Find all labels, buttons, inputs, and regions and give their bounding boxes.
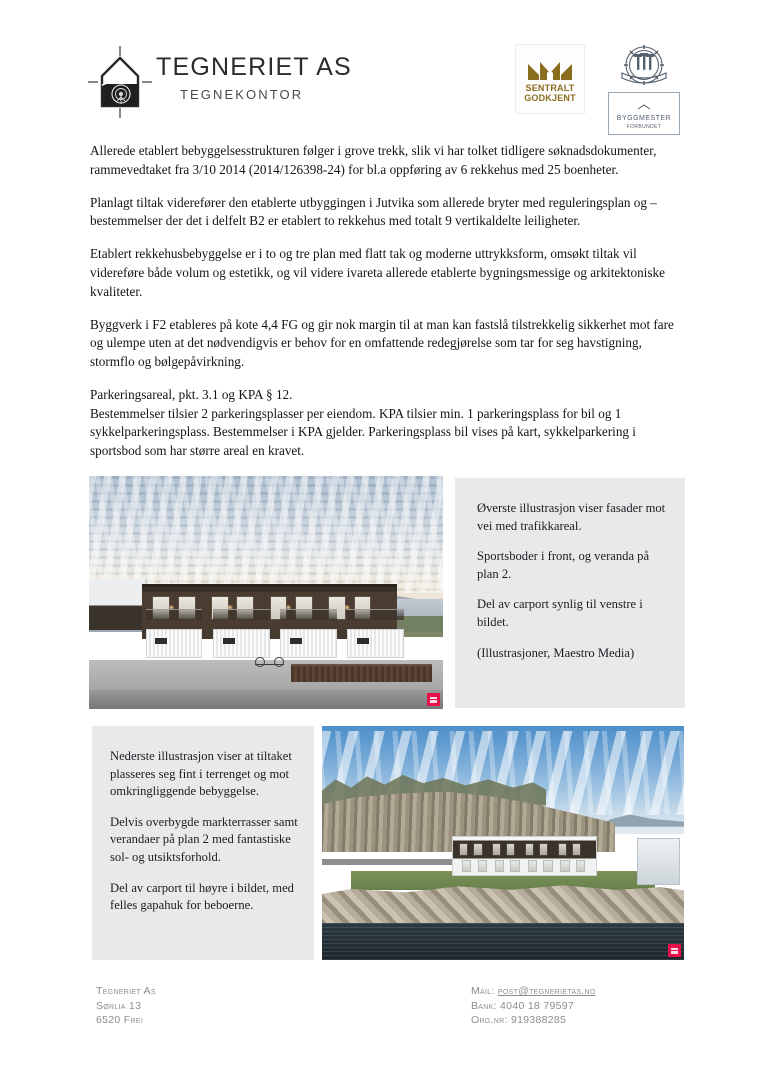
top-caption-paragraph-3: Del av carport synlig til venstre i bildet. <box>477 597 643 629</box>
house-tree-logo-icon <box>88 46 152 118</box>
cert2-line-2: FORBUNDET <box>626 123 662 130</box>
bottom-caption-paragraph-1: Nederste illustrasjon viser at tiltaket plasseres seg fint i terrenget og mot omkringliggende bebyggelse. <box>110 749 292 799</box>
bottom-illustration-scene <box>322 726 684 960</box>
bottom-illustration-photo <box>322 726 684 960</box>
document-body <box>90 142 686 475</box>
brand-name: TEGNERIET AS <box>156 53 352 81</box>
footer-address-block <box>96 984 156 1028</box>
footer-org-label: Org.nr: <box>471 1014 508 1026</box>
footer-bank-label: Bank: <box>471 999 497 1012</box>
byggmesterforbundet-label-box <box>608 92 680 135</box>
footer-bank-value: 4040 18 79597 <box>500 999 575 1012</box>
sentralt-godkjent-label <box>524 84 576 103</box>
footer-contact-block <box>471 984 596 1028</box>
footer-mail-label: Mail: <box>471 985 495 997</box>
gear-hammer-emblem-icon <box>617 44 671 90</box>
bottom-caption-paragraph-3: Del av carport til høyre i bildet, med felles gapahuk for beboerne. <box>110 880 294 913</box>
paragraph-4: Byggverk i F2 etableres på kote 4,4 FG og gir nok margin til at man kan fastslå tilstrekkelig sikkerhet mot fare og ulempe uten at det nødvendigvis er behov for en omfattende redegjørelse som tar for seg havstigning, stormflo og bølgepåvirkning. <box>90 316 674 369</box>
footer-bank-row <box>471 999 596 1014</box>
paragraph-5-heading: Parkeringsareal, pkt. 3.1 og KPA § 12. <box>90 386 293 402</box>
maestro-media-watermark <box>427 693 440 706</box>
top-caption-paragraph-1: Øverste illustrasjon viser fasader mot vei med trafikkareal. <box>477 501 666 533</box>
maestro-media-watermark <box>668 944 681 957</box>
chevron-up-icon <box>637 104 651 110</box>
cert-line-2: GODKJENT <box>524 92 576 103</box>
paragraph-2: Planlagt tiltak viderefører den etablerte utbyggingen i Jutvika som allerede bryter med reguleringsplan og –bestemmelser der det i delfelt B2 er etablert to rekkehus med totalt 9 vertikaldelte leiligheter. <box>90 194 657 229</box>
footer-company: Tegneriet As <box>96 985 156 997</box>
top-caption-paragraph-2: Sportsboder i front, og veranda på plan 2. <box>477 549 650 581</box>
cert-line-1: SENTRALT <box>525 82 575 93</box>
company-logo <box>88 46 352 118</box>
footer-mail-row <box>471 984 596 999</box>
certification-logos <box>515 44 681 135</box>
top-illustration-caption <box>455 478 685 708</box>
bottom-caption-paragraph-2: Delvis overbygde markterrasser samt verandaer på plan 2 med fantastiske sol- og utsiktsforhold. <box>110 814 298 864</box>
cert2-line-1: BYGGMESTER <box>616 115 672 122</box>
footer-mail-link[interactable]: post@tegnerietas.no <box>497 985 596 997</box>
footer-postal: 6520 Frei <box>96 1014 144 1026</box>
paragraph-6: Bestemmelser tilsier 2 parkeringsplasser per eiendom. KPA tilsier min. 1 parkeringsplass for bil og 1 sykkelparkeringsplass. Bestemmelser i KPA gjelder. Parkeringsplass bil vises på kart, sykkelparkering i sportsbod som har større areal en kravet. <box>90 405 636 458</box>
top-illustration-photo <box>89 476 443 709</box>
footer-street: Sørlia 13 <box>96 999 142 1012</box>
bottom-illustration-caption <box>92 726 314 960</box>
brand-wordmark <box>156 46 352 101</box>
top-caption-credit: (Illustrasjoner, Maestro Media) <box>477 645 635 660</box>
sentralt-godkjent-logo <box>515 44 585 114</box>
footer-org-value: 919388285 <box>510 1014 567 1026</box>
paragraph-3: Etablert rekkehusbebyggelse er i to og tre plan med flatt tak og moderne uttrykksform, omsøkt tiltak vil videreføre både volum og estetikk, og vil videre ivareta allerede etablerte bygningsmessige og arkitektoniske kvaliteter. <box>90 246 665 299</box>
page-header <box>0 0 763 132</box>
byggmesterforbundet-logo <box>607 44 681 135</box>
brand-subtitle: TEGNEKONTOR <box>180 87 304 102</box>
footer-org-row <box>471 1013 596 1028</box>
top-illustration-scene <box>89 476 443 709</box>
paragraph-1: Allerede etablert bebyggelsesstrukturen følger i grove trekk, slik vi har tolket tidligere søknadsdokumenter, rammevedtaket fra 3/10 2014 (2014/126398-24) for bl.a oppføring av 6 rekkehus med 25 boenheter. <box>90 143 657 177</box>
crown-roof-icon <box>527 59 573 81</box>
